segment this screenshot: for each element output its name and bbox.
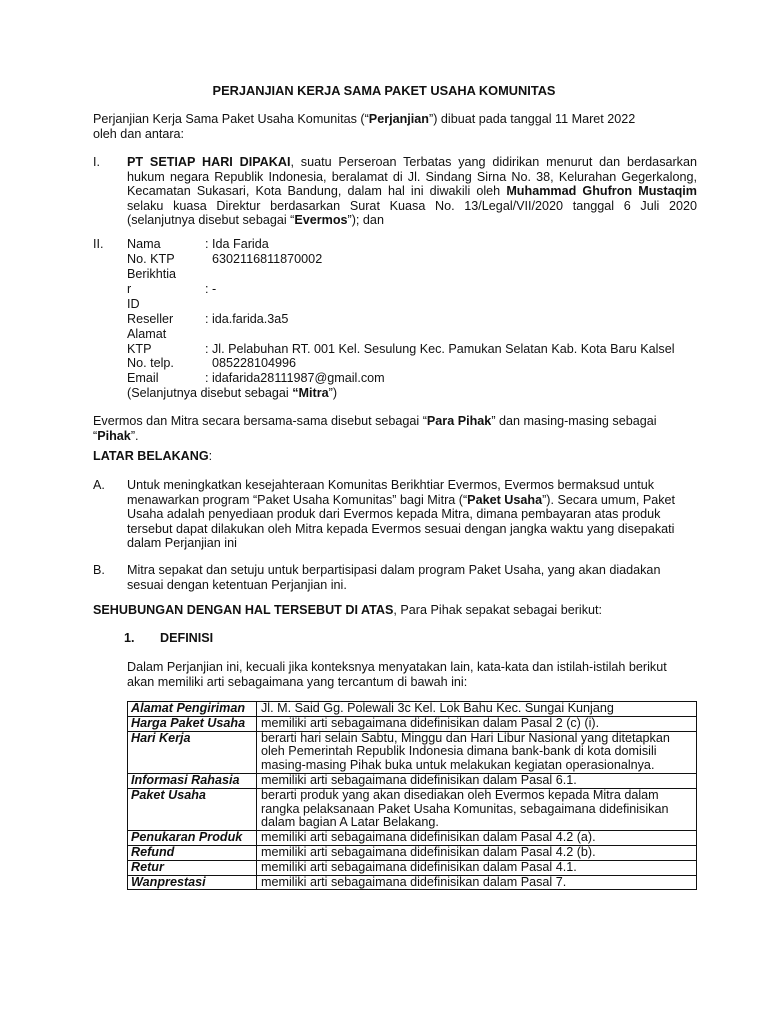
definition-term: Paket Usaha [128,788,257,830]
table-row [128,731,697,773]
party2-label-alamat-ktp: KTP [127,342,152,356]
party2-value-telp: 085228104996 [212,356,297,370]
party2-label-reseller: Reseller [127,312,174,326]
table-row [128,860,697,875]
party2-label-berikhtiar-1: Berikhtia [127,267,176,281]
party2-value-alamat-ktp: : Jl. Pelabuhan RT. 001 Kel. Sesulung Kec. Pamukan Selatan Kab. Kota Baru Kalsel [205,342,675,356]
parties-text: Evermos dan Mitra secara bersama-sama disebut sebagai “ [93,414,427,428]
party1-number: I. [93,155,100,169]
background-heading [93,449,693,464]
table-row [128,831,697,846]
business-package-term: Paket Usaha [467,492,543,507]
party2-closing-end: ”) [328,386,338,400]
sehubungan-bold: SEHUBUNGAN DENGAN HAL TERSEBUT DI ATAS [93,603,394,617]
background-a-number: A. [93,478,105,492]
table-row [128,875,697,890]
definition-term: Alamat Pengiriman [128,702,257,717]
page-title: PERJANJIAN KERJA SAMA PAKET USAHA KOMUNITAS [212,83,556,98]
party1-text: , suatu Perseroan Terbatas yang didirikan menurut dan berdasarkan hukum negara Republik Indonesia, beralamat di Jl. Sindang Sirna No. 38, Kelurahan Gegerkalong, Kecamatan Sukasari, Kota Bandung, dalam hal ini diwakili oleh [127,155,697,199]
party2-label-telp: No. telp. [127,356,174,370]
definition-term: Refund [128,845,257,860]
definition-text: memiliki arti sebagaimana didefinisikan dalam Pasal 4.2 (a). [257,831,697,846]
intro-text: Perjanjian Kerja Sama Paket Usaha Komunitas (“ [93,112,369,126]
intro-paragraph [93,112,693,141]
party2-label-berikhtiar-2: r [127,282,132,296]
definition-text: berarti produk yang akan disediakan oleh Evermos kepada Mitra dalam rangka pelaksanaan Paket Usaha Komunitas, sebagaimana didefinisikan dalam bagian A Latar Belakang. [257,788,697,830]
definitions-table [127,701,697,890]
party1-representative: Muhammad Ghufron Mustaqim [506,184,697,199]
parties-paragraph [93,414,693,443]
parties-quote: “ [93,428,98,443]
definition-term: Penukaran Produk [128,831,257,846]
definition-text: memiliki arti sebagaimana didefinisikan dalam Pasal 4.1. [257,860,697,875]
intro-between-text: oleh dan antara: [93,126,185,141]
party2-label-email: Email [127,371,159,385]
party2-closing-text: (Selanjutnya disebut sebagai [127,386,293,400]
table-row [128,788,697,830]
party1-alias: Evermos [294,213,348,228]
party2-value-reseller: : ida.farida.3a5 [205,312,289,326]
sehubungan-text: , Para Pihak sepakat sebagai berikut: [393,603,603,617]
definition-term: Wanprestasi [128,875,257,890]
table-row [128,845,697,860]
intro-term: Perjanjian [368,112,429,126]
background-heading-colon: : [208,449,213,463]
definition-text: memiliki arti sebagaimana didefinisikan dalam Pasal 7. [257,875,697,890]
table-row [128,702,697,717]
party2-value-name: : Ida Farida [205,237,269,251]
background-a-text: Untuk meningkatkan kesejahteraan Komunitas Berikhtiar Evermos, Evermos bermaksud untuk menawarkan program “Paket Usaha Komunitas” bagi Mitra (“ [127,478,655,507]
table-row [128,773,697,788]
background-a-paragraph [127,478,697,551]
party2-value-ktp: 6302116811870002 [212,252,323,266]
background-heading-text: LATAR BELAKANG [93,449,209,463]
section1-number: 1. [124,631,135,645]
party1-text-2: selaku kuasa Direktur berdasarkan Surat Kuasa No. 13/Legal/VII/2020 tanggal 6 Juli 2020 (selanjutnya disebut sebagai “ [127,198,697,228]
party2-alias: “Mitra [292,386,329,400]
party2-label-ktp: No. KTP [127,252,175,266]
table-row [128,716,697,731]
party2-value-berikhtiar: : - [205,282,217,296]
party2-label-name: Nama [127,237,161,251]
intro-date-text: ”) dibuat pada tanggal 11 Maret 2022 [429,112,636,126]
definition-term: Hari Kerja [128,731,257,773]
party1-paragraph [127,155,697,228]
sehubungan-paragraph [93,603,693,618]
party2-value-email: : idafarida28111987@gmail.com [205,371,385,385]
background-b-number: B. [93,563,105,577]
background-a-text-2: ”). Secara umum, Paket Usaha adalah penyediaan produk dari Evermos kepada Mitra, dimana pembayaran atas produk tersebut dapat dilakukan oleh Mitra kepada Evermos sesuai dengan jangka waktu yang disepakati dalam Perjanjian ini [127,492,676,551]
definition-text: berarti hari selain Sabtu, Minggu dan Hari Libur Nasional yang ditetapkan oleh Pemerintah Republik Indonesia dimana bank-bank di kota domisili masing-masing Pihak buka untuk melakukan kegiatan operasionalnya. [257,731,697,773]
definition-term: Informasi Rahasia [128,773,257,788]
section1-intro: Dalam Perjanjian ini, kecuali jika konteksnya menyatakan lain, kata-kata dan istilah-istilah berikut akan memiliki arti sebagaimana yang tercantum di bawah ini: [127,660,667,689]
party-term: Pihak [97,428,131,443]
party2-closing [127,386,697,401]
party2-label-id: ID [127,297,140,311]
party2-label-alamat: Alamat [127,327,167,341]
parties-text-2: ” dan masing-masing sebagai [491,414,657,428]
definition-text: memiliki arti sebagaimana didefinisikan dalam Pasal 6.1. [257,773,697,788]
definition-text: Jl. M. Said Gg. Polewali 3c Kel. Lok Bahu Kec. Sungai Kunjang [257,702,697,717]
background-b-paragraph: Mitra sepakat dan setuju untuk berpartisipasi dalam program Paket Usaha, yang akan diadakan sesuai dengan ketentuan Perjanjian ini. [127,563,661,592]
parties-term: Para Pihak [426,414,492,428]
section1-title: DEFINISI [160,631,214,645]
definition-text: memiliki arti sebagaimana didefinisikan dalam Pasal 2 (c) (i). [257,716,697,731]
party1-company-name: PT SETIAP HARI DIPAKAI [127,155,291,169]
party1-text-3: ”); dan [347,213,384,228]
definition-text: memiliki arti sebagaimana didefinisikan dalam Pasal 4.2 (b). [257,845,697,860]
definition-term: Retur [128,860,257,875]
parties-text-end: ”. [130,428,139,443]
definition-term: Harga Paket Usaha [128,716,257,731]
party2-number: II. [93,237,104,251]
